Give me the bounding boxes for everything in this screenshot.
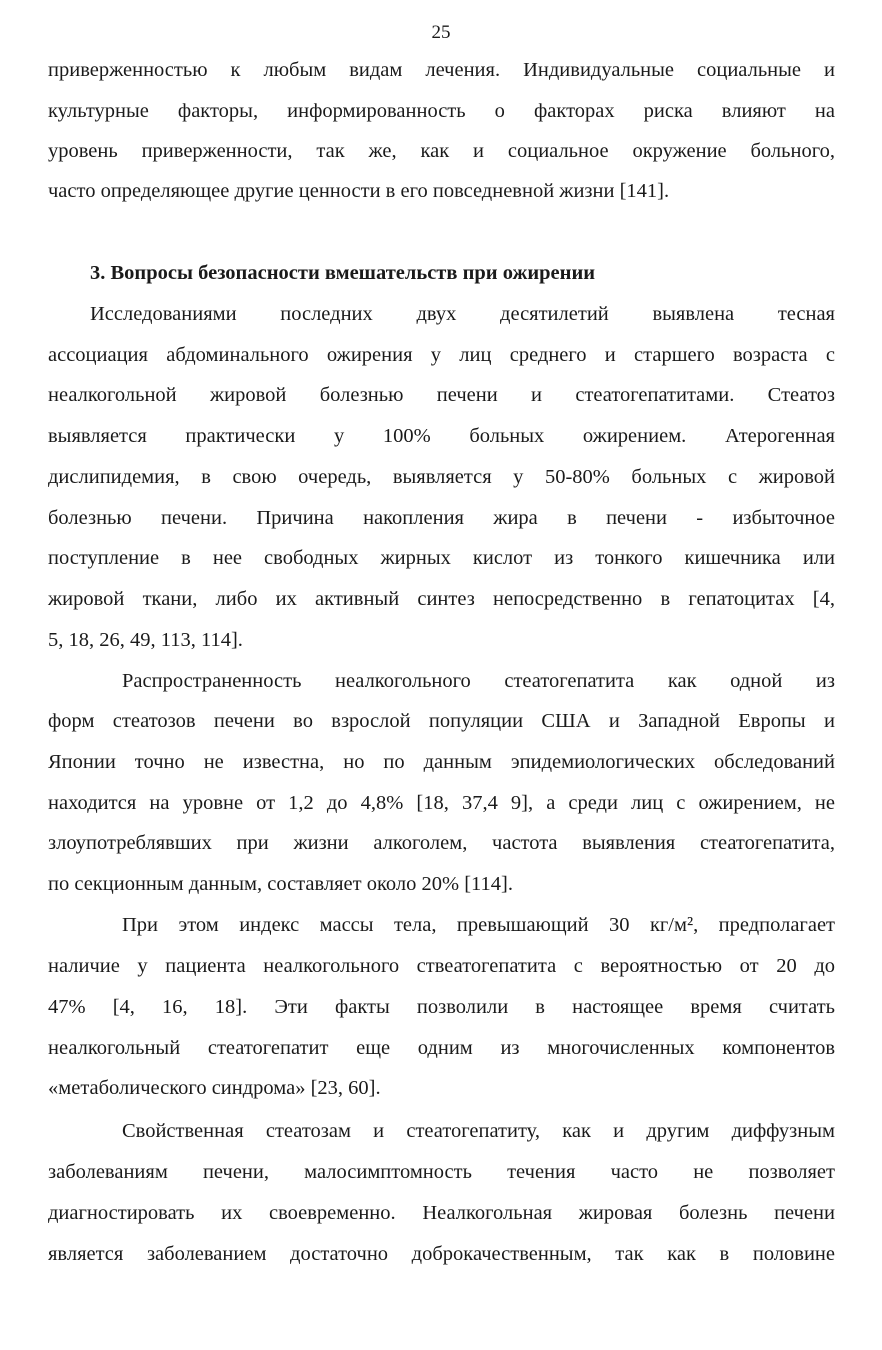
- text-line: диагностировать их своевременно. Неалкогольная жировая болезнь печени: [48, 1202, 835, 1224]
- text-line: Японии точно не известна, но по данным эпидемиологических обследований: [48, 751, 835, 773]
- text-line: При этом индекс массы тела, превышающий 30 кг/м², предполагает: [122, 914, 835, 936]
- text-line: является заболеванием достаточно доброкачественным, так как в половине: [48, 1243, 835, 1265]
- text-line: дислипидемия, в свою очередь, выявляется у 50-80% больных с жировой: [48, 466, 835, 488]
- text-line: форм стеатозов печени во взрослой популяции США и Западной Европы и: [48, 710, 835, 732]
- text-line: неалкогольной жировой болезнью печени и стеатогепатитами. Стеатоз: [48, 384, 835, 406]
- page-number: 25: [431, 22, 451, 43]
- text-line: часто определяющее другие ценности в его повседневной жизни [141].: [48, 180, 670, 202]
- text-line: неалкогольный стеатогепатит еще одним из многочисленных компонентов: [48, 1037, 835, 1059]
- text-line: находится на уровне от 1,2 до 4,8% [18, 37,4 9], а среди лиц с ожирением, не: [48, 792, 835, 814]
- text-line: злоупотреблявших при жизни алкоголем, частота выявления стеатогепатита,: [48, 832, 835, 854]
- section-heading: 3. Вопросы безопасности вмешательств при ожирении: [90, 262, 596, 284]
- text-line: выявляется практически у 100% больных ожирением. Атерогенная: [48, 425, 835, 447]
- text-line: Исследованиями последних двух десятилетий выявлена тесная: [90, 303, 835, 325]
- text-line: 47% [4, 16, 18]. Эти факты позволили в настоящее время считать: [48, 996, 835, 1018]
- text-line: по секционным данным, составляет около 20% [114].: [48, 873, 513, 895]
- text-line: культурные факторы, информированность о факторах риска влияют на: [48, 100, 835, 122]
- text-line: уровень приверженности, так же, как и социальное окружение больного,: [48, 140, 835, 162]
- text-line: наличие у пациента неалкогольного ствеатогепатита с вероятностью от 20 до: [48, 955, 835, 977]
- text-line: ассоциация абдоминального ожирения у лиц среднего и старшего возраста с: [48, 344, 835, 366]
- text-line: жировой ткани, либо их активный синтез непосредственно в гепатоцитах [4,: [48, 588, 835, 610]
- text-line: заболеваниям печени, малосимптомность течения часто не позволяет: [48, 1161, 835, 1183]
- text-line: «метаболического синдрома» [23, 60].: [48, 1077, 381, 1099]
- text-line: Распространенность неалкогольного стеатогепатита как одной из: [122, 670, 835, 692]
- text-line: 5, 18, 26, 49, 113, 114].: [48, 629, 243, 651]
- text-line: болезнью печени. Причина накопления жира в печени - избыточное: [48, 507, 835, 529]
- text-line: поступление в нее свободных жирных кислот из тонкого кишечника или: [48, 547, 835, 569]
- text-line: Свойственная стеатозам и стеатогепатиту, как и другим диффузным: [122, 1120, 835, 1142]
- text-line: приверженностью к любым видам лечения. Индивидуальные социальные и: [48, 59, 835, 81]
